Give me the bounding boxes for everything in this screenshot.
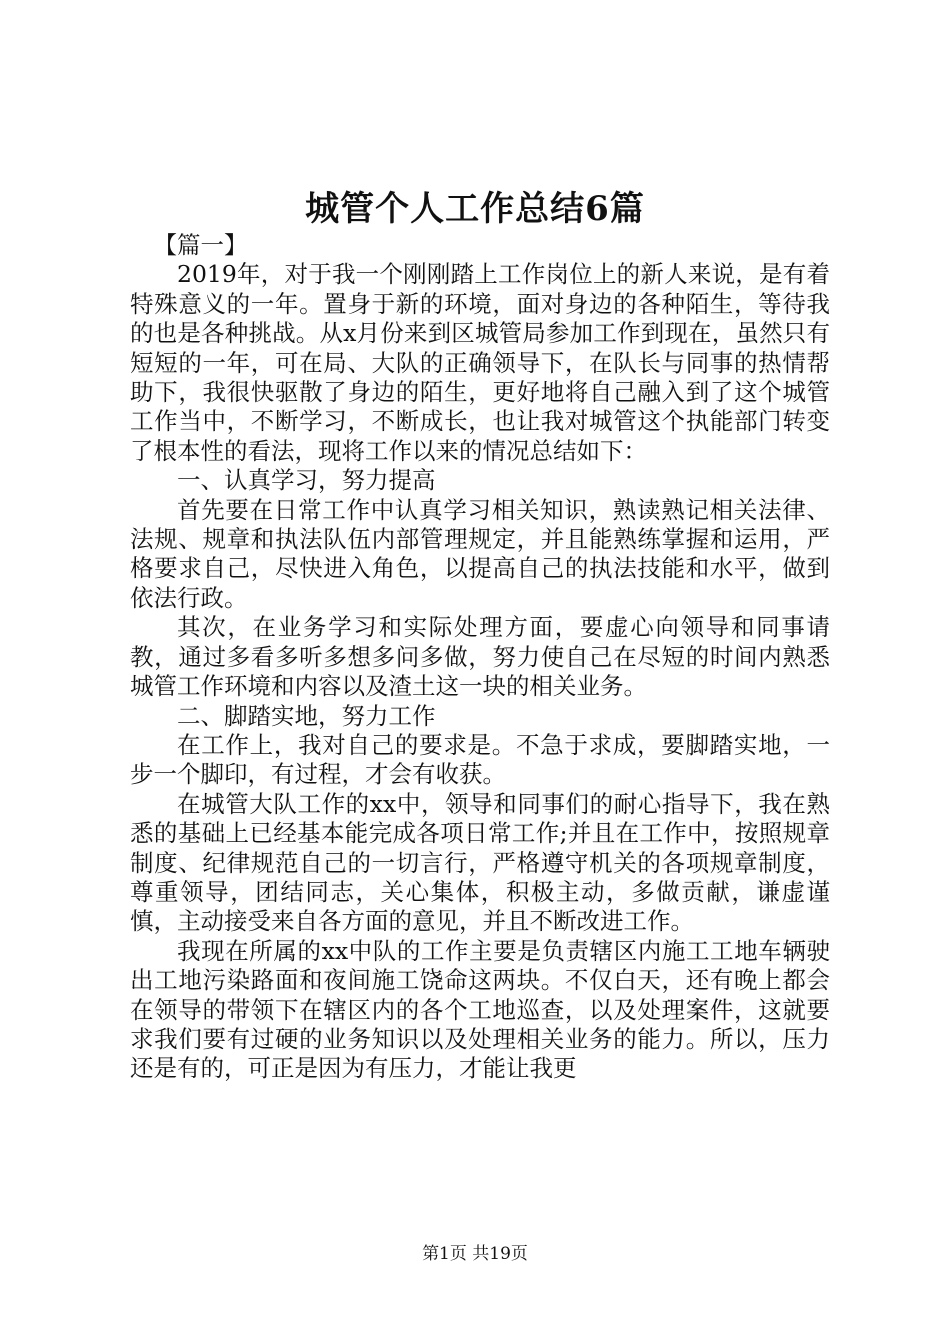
paragraph-study-second: 其次，在业务学习和实际处理方面，要虚心向领导和同事请教，通过多看多听多想多问多做，努力使自己在尽短的时间内熟悉城管工作环境和内容以及渣土这一块的相关业务。: [130, 613, 830, 701]
document-body: [130, 231, 830, 1084]
paragraph-intro: 2019年，对于我一个刚刚踏上工作岗位上的新人来说，是有着特殊意义的一年。置身于新的环境，面对身边的各种陌生，等待我的也是各种挑战。从x月份来到区城管局参加工作到现在，虽然只有短短的一年，可在局、大队的正确领导下，在队长与同事的热情帮助下，我很快驱散了身边的陌生，更好地将自己融入到了这个城管工作当中，不断学习，不断成长，也让我对城管这个执能部门转变了根本性的看法，现将工作以来的情况总结如下：: [130, 260, 830, 465]
section-label: 【篇一】: [153, 231, 248, 259]
page-footer: 第1页 共19页: [422, 1244, 528, 1264]
document-title: 城管个人工作总结6篇: [305, 189, 645, 229]
paragraph-work-attitude: 在工作上，我对自己的要求是。不急于求成，要脚踏实地，一步一个脚印，有过程，才会有收获。: [130, 730, 830, 789]
heading-work: 二、脚踏实地，努力工作: [177, 701, 436, 730]
paragraph-work-brigade: 在城管大队工作的xx中，领导和同事们的耐心指导下，我在熟悉的基础上已经基本能完成各项日常工作;并且在工作中，按照规章制度、纪律规范自己的一切言行，严格遵守机关的各项规章制度，尊重领导，团结同志，关心集体，积极主动，多做贡献，谦虚谨慎，主动接受来自各方面的意见，并且不断改进工作。: [130, 789, 830, 936]
heading-study: 一、认真学习，努力提高: [177, 466, 436, 495]
paragraph-work-squad: 我现在所属的xx中队的工作主要是负责辖区内施工工地车辆驶出工地污染路面和夜间施工饶命这两块。不仅白天，还有晚上都会在领导的带领下在辖区内的各个工地巡查，以及处理案件，这就要求我们要有过硬的业务知识以及处理相关业务的能力。所以，压力还是有的，可正是因为有压力，才能让我更: [130, 936, 830, 1083]
paragraph-study-first: 首先要在日常工作中认真学习相关知识，熟读熟记相关法律、法规、规章和执法队伍内部管理规定，并且能熟练掌握和运用，严格要求自己，尽快进入角色，以提高自己的执法技能和水平，做到依法行政。: [130, 495, 830, 612]
